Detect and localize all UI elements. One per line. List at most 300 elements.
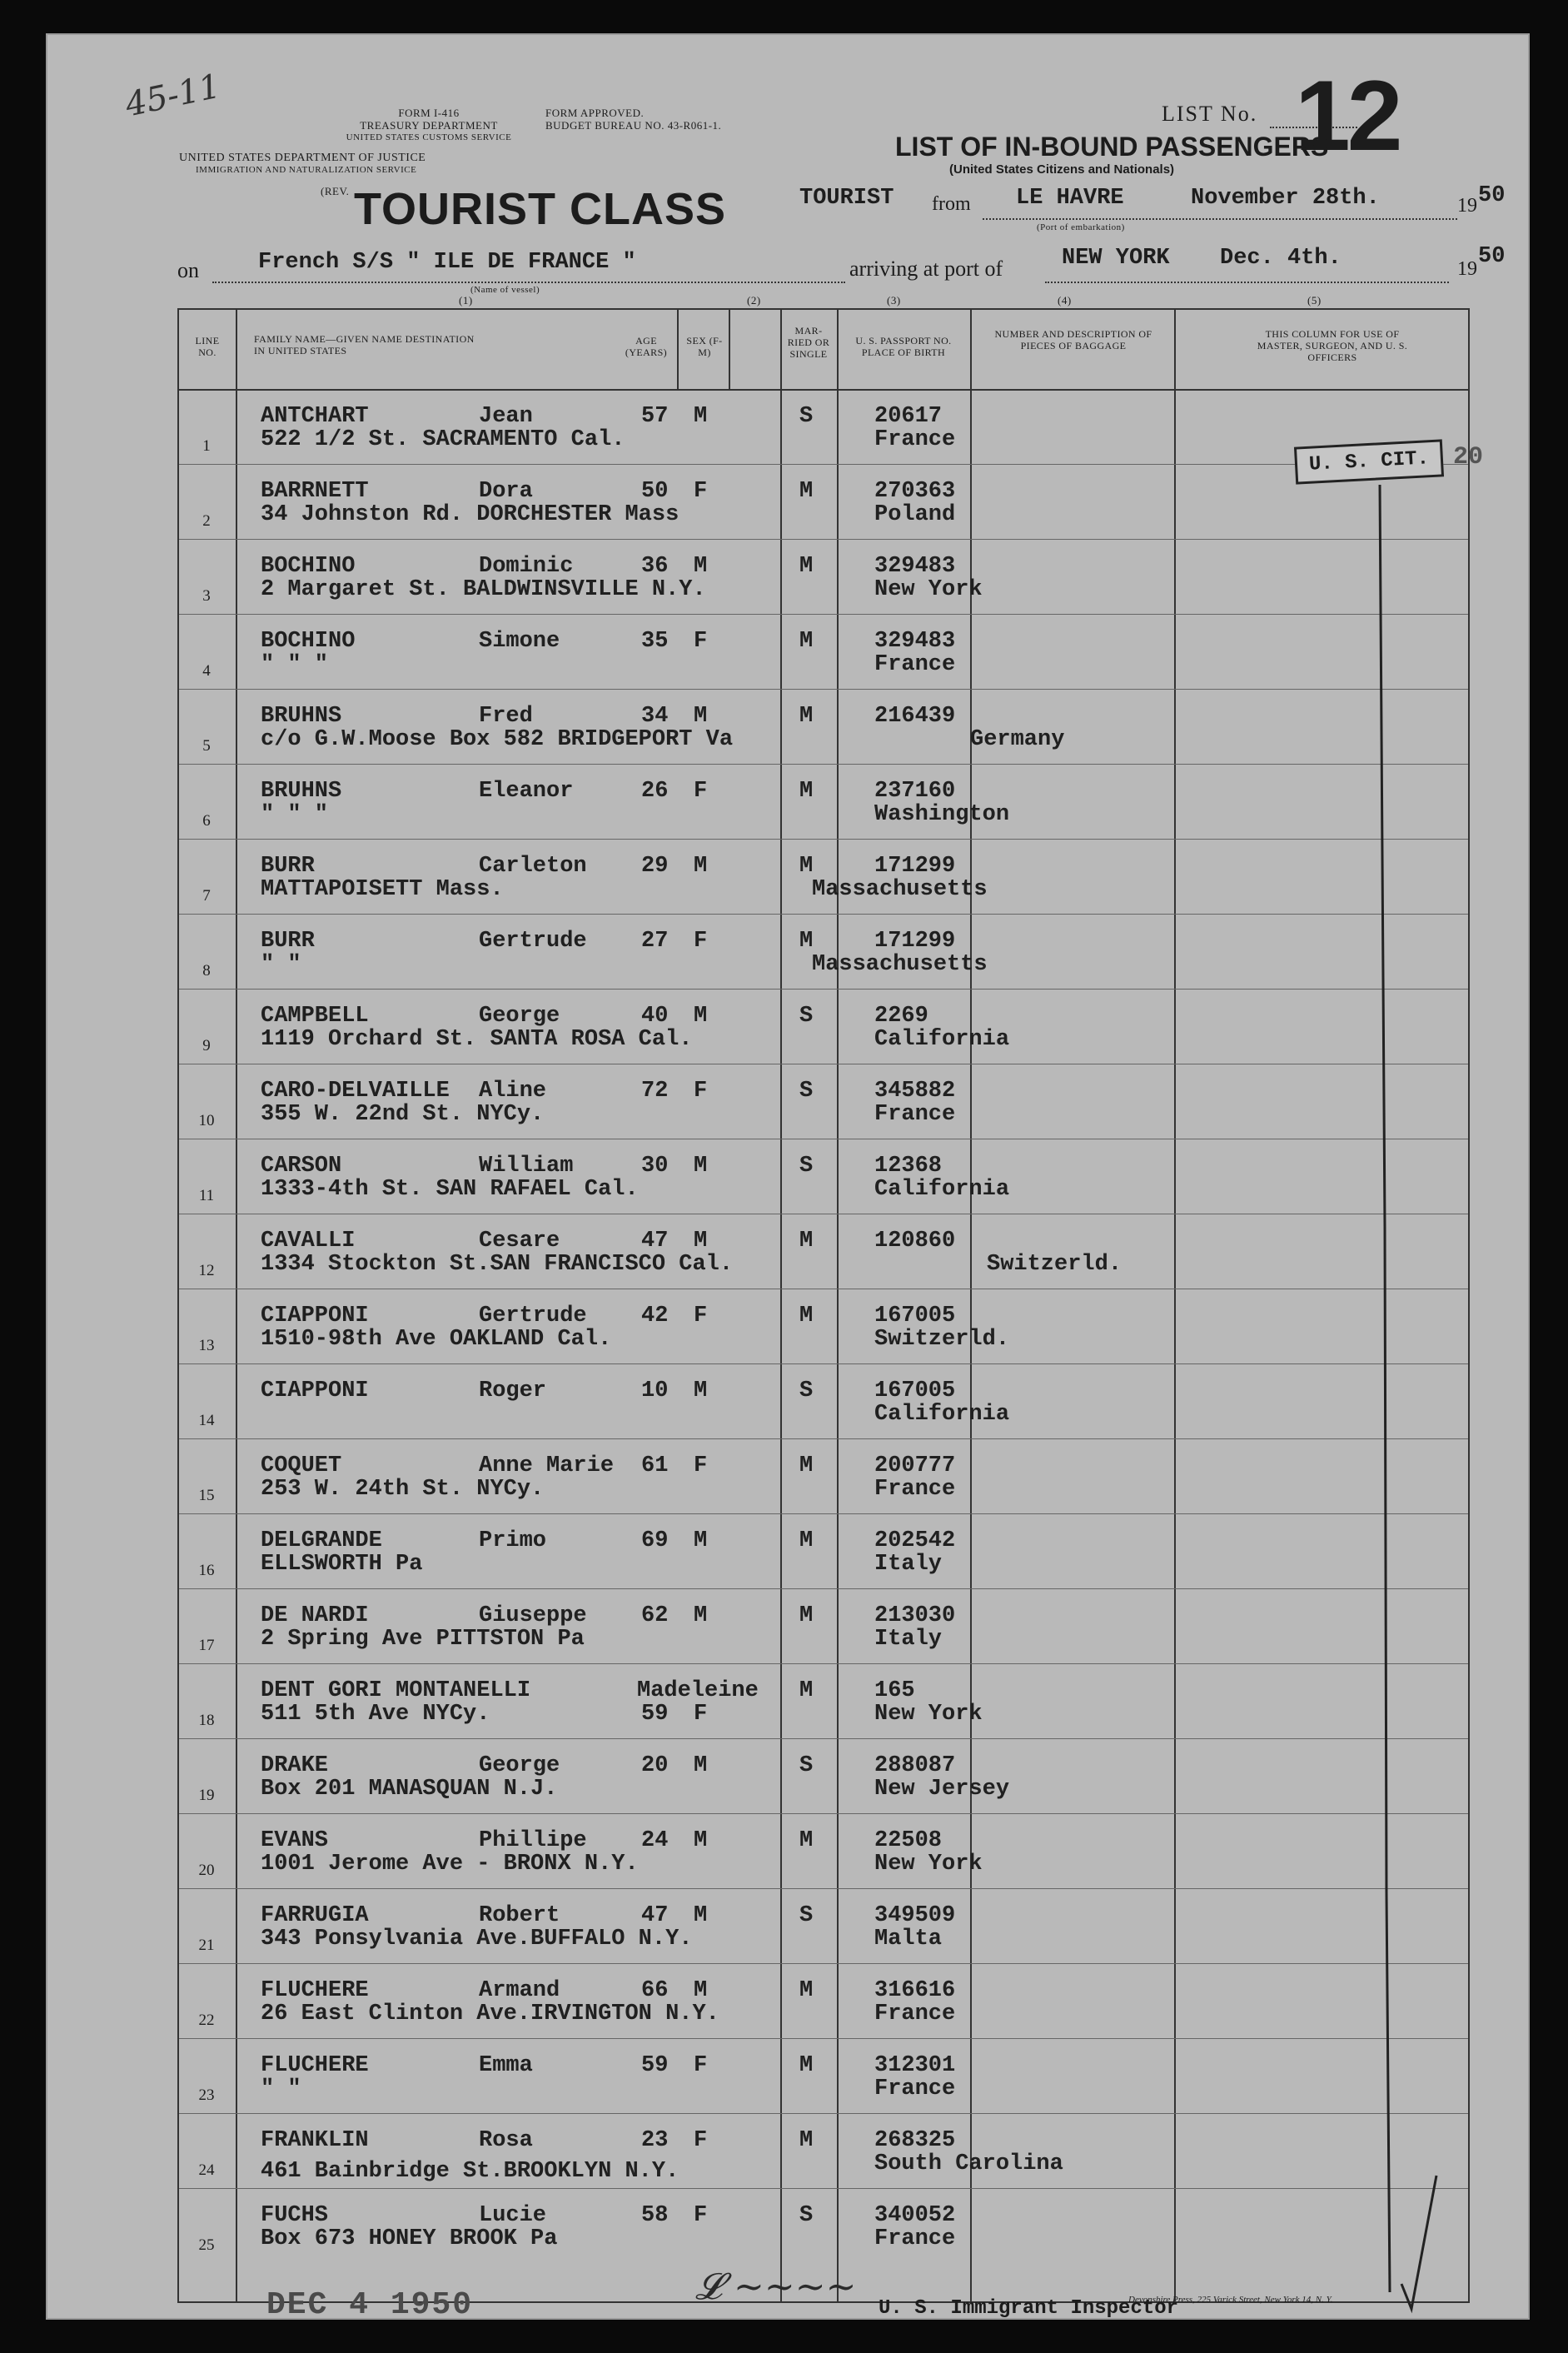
budget-bureau: BUDGET BUREAU NO. 43-R061-1. (545, 119, 722, 132)
check-mark-line (1361, 476, 1528, 2309)
place-of-birth: New Jersey (874, 1777, 1010, 1802)
place-of-birth: France (874, 2076, 956, 2101)
age: 40 (641, 1004, 669, 1029)
column-number-4: (4) (1058, 294, 1072, 307)
table-row (179, 1813, 1468, 1888)
given-name: Giuseppe (479, 1603, 587, 1628)
age: 23 (641, 2128, 669, 2153)
passport-number: 167005 (874, 1378, 956, 1403)
family-name: FLUCHERE (261, 2053, 369, 2078)
table-row (179, 1363, 1468, 1438)
arrival-date: Dec. 4th. (1220, 246, 1342, 271)
table-row (179, 1438, 1468, 1513)
on-label: on (177, 258, 199, 282)
sex: M (694, 1528, 708, 1553)
sex: F (694, 1079, 708, 1104)
passport-number: 171299 (874, 929, 956, 954)
form-header-block (329, 107, 529, 144)
family-name: CAMPBELL (261, 1004, 369, 1029)
year-prefix-1: 19 (1457, 195, 1477, 217)
passport-number: 312301 (874, 2053, 956, 2078)
place-of-birth: New York (874, 1852, 983, 1877)
sex: M (694, 1229, 708, 1254)
passport-number: 20617 (874, 404, 943, 429)
family-name: DENT GORI MONTANELLI (261, 1678, 531, 1703)
given-name: Fred (479, 704, 533, 729)
line-number: 5 (202, 737, 211, 755)
age: 61 (641, 1453, 669, 1478)
passport-number: 268325 (874, 2128, 956, 2153)
marital-status: S (799, 1753, 814, 1778)
destination: 355 W. 22nd St. NYCy. (261, 1102, 545, 1127)
family-name: BOCHINO (261, 554, 356, 579)
main-title: LIST OF IN-BOUND PASSENGERS (895, 132, 1329, 162)
family-name: ANTCHART (261, 404, 369, 429)
family-name: FRANKLIN (261, 2128, 369, 2153)
place-of-birth: New York (874, 577, 983, 602)
manifest-page (46, 33, 1530, 2323)
table-row (179, 1214, 1468, 1289)
arriving-label: arriving at port of (849, 257, 1003, 281)
line-number: 6 (202, 812, 211, 830)
sex: M (694, 1378, 708, 1403)
family-name: DELGRANDE (261, 1528, 382, 1553)
age: 58 (641, 2203, 669, 2228)
table-row (179, 989, 1468, 1064)
marital-status: M (799, 1453, 814, 1478)
passport-number: 202542 (874, 1528, 956, 1553)
table-row (179, 2113, 1468, 2188)
place-of-birth: Switzerld. (874, 1327, 1010, 1352)
age: 57 (641, 404, 669, 429)
given-name: Primo (479, 1528, 547, 1553)
marital-status: M (799, 1678, 814, 1703)
line-number: 9 (202, 1037, 211, 1054)
line-number: 13 (198, 1337, 215, 1354)
line-number: 22 (198, 2012, 215, 2029)
header-baggage: NUMBER AND DESCRIPTION OF PIECES OF BAGGAGE (994, 328, 1152, 351)
line-number: 2 (202, 512, 211, 530)
inspector-title: U. S. Immigrant Inspector (879, 2297, 1179, 2320)
place-of-birth: France (874, 2002, 956, 2026)
sex: M (694, 704, 708, 729)
place-of-birth: Switzerld. (987, 1252, 1122, 1277)
line-number: 24 (198, 2161, 215, 2179)
passport-number: 165 (874, 1678, 915, 1703)
passport-number: 349509 (874, 1903, 956, 1928)
marital-status: S (799, 2203, 814, 2228)
destination: Box 673 HONEY BROOK Pa (261, 2226, 558, 2251)
given-name: George (479, 1004, 560, 1029)
line-number: 10 (198, 1112, 215, 1129)
given-name: Madeleine (637, 1678, 759, 1703)
age: 26 (641, 779, 669, 804)
given-name: Cesare (479, 1229, 560, 1254)
line-number: 25 (198, 2236, 215, 2254)
header-age: AGE (YEARS) (625, 335, 668, 358)
header-line-no: LINE NO. (195, 335, 220, 358)
from-label: from (932, 193, 971, 215)
marital-status: M (799, 1304, 814, 1329)
column-divider (729, 310, 730, 389)
family-name: FARRUGIA (261, 1903, 369, 1928)
marital-status: M (799, 1603, 814, 1628)
passenger-table (177, 308, 1484, 2303)
marital-status: S (799, 1378, 814, 1403)
age: 66 (641, 1978, 669, 2003)
given-name: Robert (479, 1903, 560, 1928)
line-number: 20 (198, 1862, 215, 1879)
destination: " " (261, 952, 301, 977)
embarkation-caption: (Port of embarkation) (1037, 222, 1125, 232)
table-row (179, 764, 1468, 839)
passport-number: 216439 (874, 704, 956, 729)
given-name: George (479, 1753, 560, 1778)
table-row (179, 839, 1468, 914)
sex: M (694, 1004, 708, 1029)
rev-label: (REV. (321, 185, 350, 197)
given-name: Roger (479, 1378, 547, 1403)
place-of-birth: Massachusetts (812, 877, 988, 902)
passport-number: 340052 (874, 2203, 956, 2228)
given-name: Aline (479, 1079, 547, 1104)
destination: Box 201 MANASQUAN N.J. (261, 1777, 558, 1802)
table-row (179, 464, 1468, 539)
passport-number: 22508 (874, 1828, 943, 1853)
given-name: William (479, 1154, 574, 1179)
passport-number: 329483 (874, 629, 956, 654)
age: 50 (641, 479, 669, 504)
sex: F (694, 2053, 708, 2078)
marital-status: M (799, 854, 814, 879)
marital-status: S (799, 1903, 814, 1928)
port-of-embarkation: LE HAVRE (1016, 186, 1124, 211)
sex: F (694, 779, 708, 804)
destination: 253 W. 24th St. NYCy. (261, 1477, 545, 1502)
us-cit-stamp: U. S. CIT. (1294, 439, 1444, 484)
marital-status: M (799, 2053, 814, 2078)
family-name: FLUCHERE (261, 1978, 369, 2003)
table-row (179, 1963, 1468, 2038)
given-name: Armand (479, 1978, 560, 2003)
passenger-rows (179, 389, 1468, 2301)
given-name: Gertrude (479, 929, 587, 954)
given-name: Eleanor (479, 779, 574, 804)
passport-number: 12368 (874, 1154, 943, 1179)
inspector-signature: 𝓛 ~~~~ (695, 2266, 857, 2308)
sex: M (694, 1753, 708, 1778)
line-number: 3 (202, 587, 211, 605)
given-name: Emma (479, 2053, 533, 2078)
place-of-birth: South Carolina (874, 2151, 1063, 2176)
line-number: 19 (198, 1787, 215, 1804)
marital-status: M (799, 1978, 814, 2003)
given-name: Gertrude (479, 1304, 587, 1329)
family-name: BURR (261, 929, 315, 954)
header-passport: U. S. PASSPORT NO. PLACE OF BIRTH (855, 335, 952, 358)
place-of-birth: New York (874, 1702, 983, 1727)
marital-status: S (799, 1154, 814, 1179)
age: 59 (641, 2053, 669, 2078)
sex: M (694, 554, 708, 579)
destination: 511 5th Ave NYCy. (261, 1702, 490, 1727)
table-row (179, 1289, 1468, 1363)
marital-status: M (799, 554, 814, 579)
list-no-label: LIST No. (1162, 102, 1258, 126)
age: 59 (641, 1702, 669, 1727)
table-row (179, 1738, 1468, 1813)
destination: " " " (261, 652, 329, 677)
column-number-3: (3) (887, 294, 901, 307)
age: 47 (641, 1229, 669, 1254)
place-of-birth: France (874, 1102, 956, 1127)
margin-note: 45-11 (122, 67, 224, 125)
line-number: 23 (198, 2086, 215, 2104)
line-number: 17 (198, 1637, 215, 1654)
destination: 26 East Clinton Ave.IRVINGTON N.Y. (261, 2002, 719, 2026)
line-number: 14 (198, 1412, 215, 1429)
family-name: CAVALLI (261, 1229, 356, 1254)
passport-number: 171299 (874, 854, 956, 879)
form-service: UNITED STATES CUSTOMS SERVICE (346, 132, 512, 142)
line-number: 18 (198, 1712, 215, 1729)
family-name: CIAPPONI (261, 1378, 369, 1403)
justice-dept: UNITED STATES DEPARTMENT OF JUSTICE (179, 152, 426, 164)
sex: M (694, 404, 708, 429)
family-name: CARSON (261, 1154, 342, 1179)
place-of-birth: France (874, 427, 956, 452)
given-name: Anne Marie (479, 1453, 615, 1478)
printer-credit: Devonshire Press, 225 Varick Street, New York 14, N. Y. (1128, 2295, 1333, 2305)
table-row (179, 539, 1468, 614)
justice-block (179, 152, 426, 177)
family-name: BARRNETT (261, 479, 369, 504)
passport-number: 270363 (874, 479, 956, 504)
marital-status: M (799, 779, 814, 804)
departure-date: November 28th. (1191, 186, 1380, 211)
sex: F (694, 629, 708, 654)
year-prefix-2: 19 (1457, 258, 1477, 280)
place-of-birth: California (874, 1177, 1010, 1202)
place-of-birth: France (874, 652, 956, 677)
destination: 1333-4th St. SAN RAFAEL Cal. (261, 1177, 639, 1202)
passport-number: 316616 (874, 1978, 956, 2003)
place-of-birth: Poland (874, 502, 956, 527)
vessel-line (212, 282, 845, 283)
line-number: 7 (202, 887, 211, 905)
family-name: BRUHNS (261, 704, 342, 729)
header-officers: THIS COLUMN FOR USE OF MASTER, SURGEON, AND U. S. OFFICERS (1257, 328, 1408, 363)
age: 34 (641, 704, 669, 729)
age: 36 (641, 554, 669, 579)
sex: F (694, 1453, 708, 1478)
given-name: Jean (479, 404, 533, 429)
departure-year: 50 (1478, 183, 1506, 208)
sex: M (694, 1828, 708, 1853)
given-name: Rosa (479, 2128, 533, 2153)
form-number: FORM I-416 (398, 107, 460, 119)
form-approved: FORM APPROVED. (545, 107, 645, 119)
place-of-birth: Italy (874, 1552, 943, 1577)
passport-number: 329483 (874, 554, 956, 579)
table-row (179, 1663, 1468, 1738)
table-row (179, 614, 1468, 689)
table-row (179, 689, 1468, 764)
line-number: 16 (198, 1562, 215, 1579)
sex: M (694, 1903, 708, 1928)
line-number: 4 (202, 662, 211, 680)
column-divider (677, 310, 679, 389)
list-number: 12 (1295, 60, 1400, 172)
vessel-name: French S/S " ILE DE FRANCE " (258, 250, 636, 275)
table-row (179, 1139, 1468, 1214)
family-name: BRUHNS (261, 779, 342, 804)
sex: F (694, 2203, 708, 2228)
destination: " " " (261, 802, 329, 827)
family-name: FUCHS (261, 2203, 329, 2228)
destination: 2 Margaret St. BALDWINSVILLE N.Y. (261, 577, 706, 602)
line-number: 21 (198, 1937, 215, 1954)
table-row (179, 389, 1468, 464)
line-number: 1 (202, 437, 211, 455)
age: 69 (641, 1528, 669, 1553)
given-name: Carleton (479, 854, 587, 879)
place-of-birth: Germany (970, 727, 1065, 752)
arrival-year: 50 (1478, 244, 1506, 269)
line-number: 15 (198, 1487, 215, 1504)
age: 20 (641, 1753, 669, 1778)
family-name: EVANS (261, 1828, 329, 1853)
destination: 343 Ponsylvania Ave.BUFFALO N.Y. (261, 1927, 693, 1952)
place-of-birth: France (874, 1477, 956, 1502)
given-name: Dominic (479, 554, 574, 579)
sex: F (694, 929, 708, 954)
age: 30 (641, 1154, 669, 1179)
given-name: Phillipe (479, 1828, 587, 1853)
sex: F (694, 479, 708, 504)
destination: MATTAPOISETT Mass. (261, 877, 504, 902)
destination: c/o G.W.Moose Box 582 BRIDGEPORT Va (261, 727, 734, 752)
table-row (179, 914, 1468, 989)
place-of-birth: Washington (874, 802, 1010, 827)
stamp-count: 20 (1453, 443, 1484, 471)
family-name: DRAKE (261, 1753, 329, 1778)
destination: " " (261, 2076, 301, 2101)
marital-status: M (799, 704, 814, 729)
header-sex: SEX (F-M) (686, 335, 723, 358)
destination: 1334 Stockton St.SAN FRANCISCO Cal. (261, 1252, 734, 1277)
marital-status: S (799, 404, 814, 429)
passport-number: 200777 (874, 1453, 956, 1478)
marital-status: M (799, 929, 814, 954)
age: 62 (641, 1603, 669, 1628)
line-number: 8 (202, 962, 211, 980)
age: 27 (641, 929, 669, 954)
line-number: 11 (198, 1187, 215, 1204)
marital-status: M (799, 2128, 814, 2153)
subtitle: (United States Citizens and Nationals) (949, 162, 1175, 177)
table-row (179, 1064, 1468, 1139)
destination: ELLSWORTH Pa (261, 1552, 423, 1577)
sex: M (694, 1978, 708, 2003)
marital-status: S (799, 1079, 814, 1104)
ins-service: IMMIGRATION AND NATURALIZATION SERVICE (196, 165, 417, 175)
place-of-birth: Malta (874, 1927, 943, 1952)
marital-status: M (799, 1828, 814, 1853)
place-of-birth: Massachusetts (812, 952, 988, 977)
sex: M (694, 1154, 708, 1179)
sex: M (694, 854, 708, 879)
table-row (179, 1513, 1468, 1588)
header-married: MAR-RIED OR SINGLE (787, 325, 830, 360)
family-name: DE NARDI (261, 1603, 369, 1628)
marital-status: M (799, 479, 814, 504)
marital-status: M (799, 1229, 814, 1254)
place-of-birth: Italy (874, 1627, 943, 1652)
family-name: CIAPPONI (261, 1304, 369, 1329)
table-row (179, 1888, 1468, 1963)
table-row (179, 1588, 1468, 1663)
family-name: COQUET (261, 1453, 342, 1478)
destination: 2 Spring Ave PITTSTON Pa (261, 1627, 585, 1652)
date-stamp: DEC 4 1950 (266, 2287, 474, 2323)
passport-number: 237160 (874, 779, 956, 804)
marital-status: M (799, 629, 814, 654)
destination: 1001 Jerome Ave - BRONX N.Y. (261, 1852, 639, 1877)
given-name: Lucie (479, 2203, 547, 2228)
passport-number: 2269 (874, 1004, 928, 1029)
destination: 461 Bainbridge St.BROOKLYN N.Y. (261, 2159, 679, 2184)
age: 24 (641, 1828, 669, 1853)
header-name: FAMILY NAME—GIVEN NAME DESTINATION IN UNITED STATES (254, 333, 475, 356)
destination: 34 Johnston Rd. DORCHESTER Mass (261, 502, 679, 527)
sex: M (694, 1603, 708, 1628)
column-number-5: (5) (1307, 294, 1322, 307)
column-number-1: (1) (459, 294, 473, 307)
approval-block (545, 107, 721, 132)
marital-status: M (799, 1528, 814, 1553)
table-row (179, 2038, 1468, 2113)
passport-number: 120860 (874, 1229, 956, 1254)
destination: 1510-98th Ave OAKLAND Cal. (261, 1327, 612, 1352)
sex: F (694, 1304, 708, 1329)
destination: 522 1/2 St. SACRAMENTO Cal. (261, 427, 625, 452)
line-number: 12 (198, 1262, 215, 1279)
column-number-2: (2) (747, 294, 761, 307)
vessel-caption: (Name of vessel) (470, 285, 540, 295)
marital-status: S (799, 1004, 814, 1029)
given-name: Dora (479, 479, 533, 504)
tourist-class-title: TOURIST CLASS (354, 184, 727, 234)
passport-number: 167005 (874, 1304, 956, 1329)
passport-number: 288087 (874, 1753, 956, 1778)
sex: F (694, 2128, 708, 2153)
passport-number: 213030 (874, 1603, 956, 1628)
age: 29 (641, 854, 669, 879)
passport-number: 345882 (874, 1079, 956, 1104)
sex: F (694, 1702, 708, 1727)
given-name: Simone (479, 629, 560, 654)
age: 47 (641, 1903, 669, 1928)
age: 72 (641, 1079, 669, 1104)
class-typed: TOURIST (799, 186, 894, 211)
from-line (983, 218, 1457, 220)
table-row (179, 2188, 1468, 2263)
destination: 1119 Orchard St. SANTA ROSA Cal. (261, 1027, 693, 1052)
arrival-line (1045, 282, 1449, 283)
family-name: BURR (261, 854, 315, 879)
family-name: BOCHINO (261, 629, 356, 654)
